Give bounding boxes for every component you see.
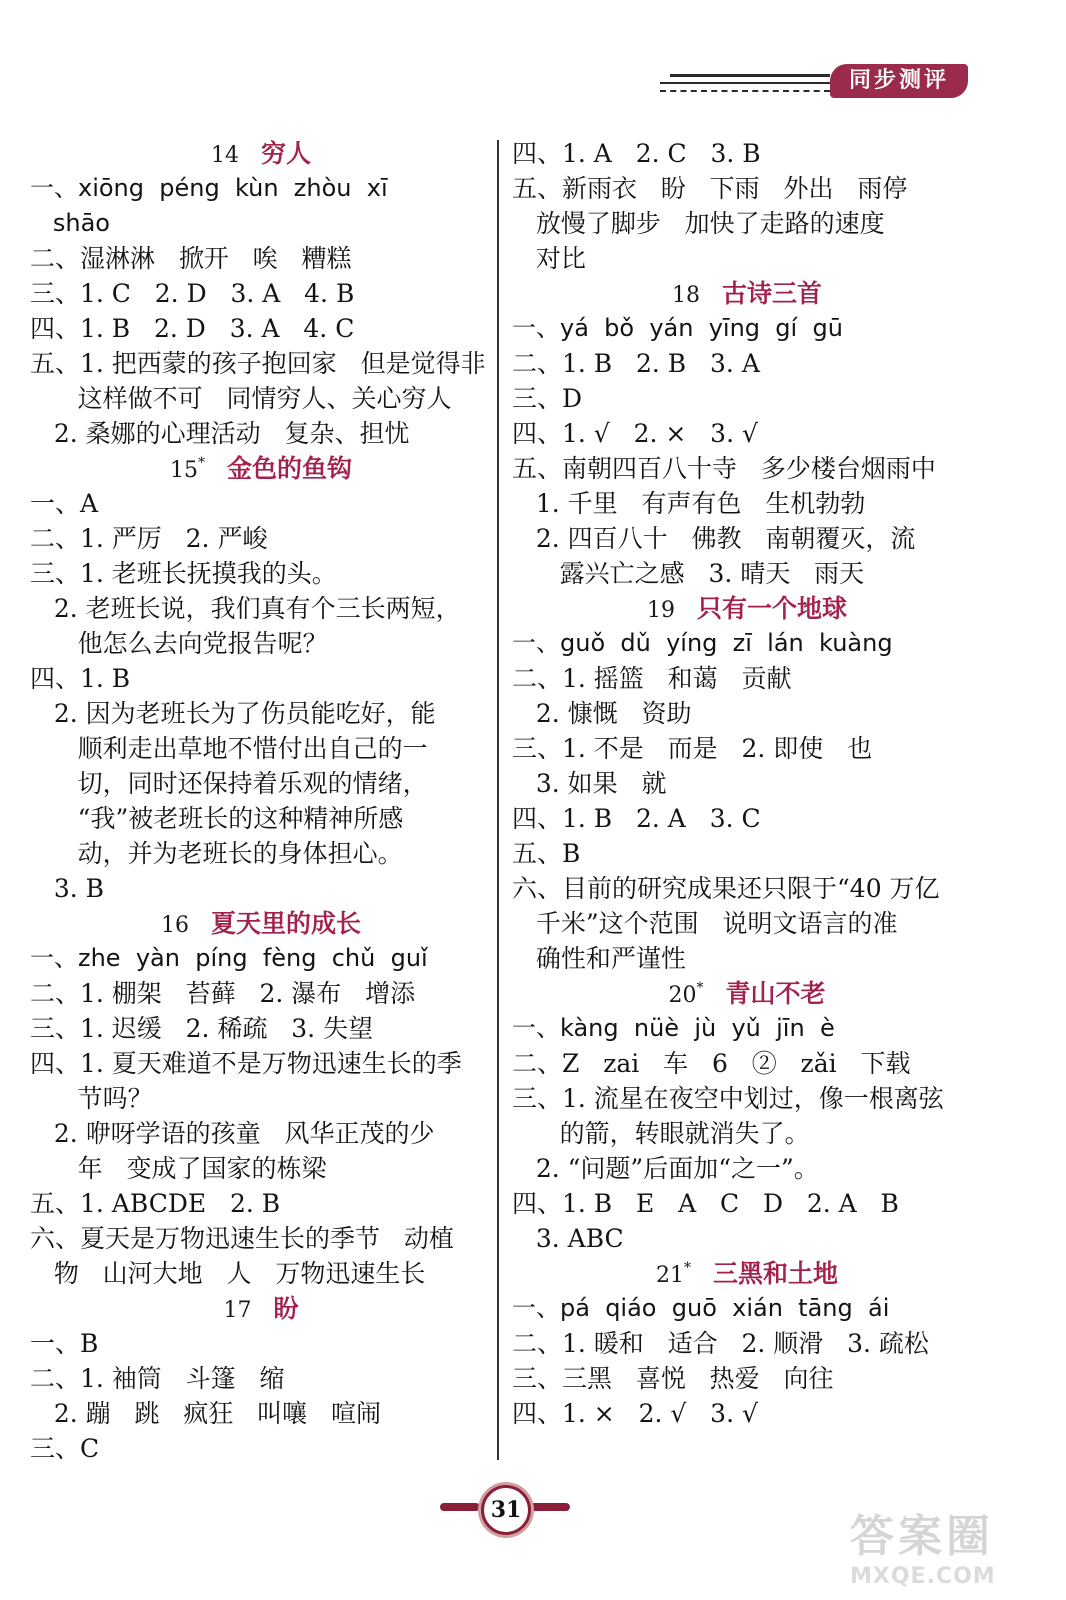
pinyin-answer-line: 一、yá bǒ yán yīng gí gū [512,314,843,342]
lesson-number: 16 [160,913,189,938]
lesson-number: 21 [655,1263,684,1288]
answer-line: 五、新雨衣 盼 下雨 外出 雨停 [512,174,908,203]
lesson-name: 金色的鱼钩 [226,454,352,483]
lesson-number: 19 [646,598,675,623]
optional-lesson-mark: * [197,455,205,471]
footer-ornament-left [440,1503,480,1511]
answer-line: 顺利走出草地不惜付出自己的一 [30,734,428,763]
watermark-logo: 答案圈 [850,1511,994,1562]
answer-line: 四、1. B E A C D 2. A B [512,1189,899,1218]
page-footer [440,1475,570,1535]
answer-line: 三、1. 迟缓 2. 稀疏 3. 失望 [30,1014,374,1043]
answer-line: 三、D [512,384,583,413]
answer-line: 3. B [30,874,105,903]
lesson-title [30,906,492,941]
answer-line: 一、A [30,489,99,518]
lesson-name: 三黑和土地 [712,1259,838,1288]
answer-line: 千米”这个范围 说明文语言的准 [512,909,898,938]
pinyin-answer-line: 一、guǒ dǔ yíng zī lán kuàng [512,629,893,657]
answer-line: 2. 因为老班长为了伤员能吃好，能 [30,699,436,728]
answer-line: 六、目前的研究成果还只限于“40 万亿 [512,874,940,903]
answer-line: 二、1. 摇篮 和蔼 贡献 [512,664,792,693]
answer-line: 四、1. B 2. D 3. A 4. C [30,314,355,343]
answer-line: 1. 千里 有声有色 生机勃勃 [512,489,866,518]
answer-line: 2. “问题”后面加“之一”。 [512,1154,819,1183]
page-header [660,64,980,104]
header-rule [660,82,830,84]
answer-line: 五、1. 把西蒙的孩子抱回家 但是觉得非 [30,349,486,378]
lesson-title [512,976,982,1011]
lesson-title [512,276,982,311]
lesson-number: 17 [223,1298,252,1323]
answer-line: 五、B [512,839,581,868]
lesson-name: 穷人 [260,139,311,168]
answer-line: 二、1. 棚架 苔藓 2. 瀑布 增添 [30,979,416,1008]
answer-line: 四、1. B 2. A 3. C [512,804,761,833]
lesson-name: 盼 [273,1294,299,1323]
answer-line: 2. 桑娜的心理活动 复杂、担忧 [30,419,410,448]
answer-line: 二、湿淋淋 掀开 唉 糟糕 [30,244,352,273]
pinyin-answer-line: 一、pá qiáo guō xián tāng ái [512,1294,890,1322]
answer-line: 五、南朝四百八十寺 多少楼台烟雨中 [512,454,936,483]
lesson-number: 15 [169,458,198,483]
left-column [30,136,492,1466]
lesson-name: 只有一个地球 [696,594,847,623]
pinyin-answer-line: shāo [30,209,110,237]
pinyin-answer-line: 一、kàng nüè jù yǔ jīn è [512,1014,835,1042]
answer-line: 二、1. 袖筒 斗篷 缩 [30,1364,285,1393]
pinyin-answer-line: 一、xiōng péng kùn zhòu xī [30,174,388,202]
answer-line: 对比 [512,244,586,273]
answer-line: 四、1. B [30,664,131,693]
answer-line: 确性和严谨性 [512,944,686,973]
header-badge: 同步测评 [830,64,968,98]
answer-line: 三、三黑 喜悦 热爱 向往 [512,1364,834,1393]
answer-line: 三、1. 流星在夜空中划过，像一根离弦 [512,1084,944,1113]
answer-line: 这样做不可 同情穷人、关心穷人 [30,384,452,413]
answer-line: 二、1. 严厉 2. 严峻 [30,524,268,553]
answer-line: 2. 咿呀学语的孩童 风华正茂的少 [30,1119,435,1148]
answer-line: “我”被老班长的这种精神所感 [30,804,404,833]
answer-line: 四、1. A 2. C 3. B [512,139,761,168]
answer-line: 三、1. 不是 而是 2. 即使 也 [512,734,873,763]
answer-line: 三、C [30,1434,100,1463]
pinyin-answer-line: 一、zhe yàn píng fèng chǔ guǐ [30,944,428,972]
optional-lesson-mark: * [683,1260,691,1276]
answer-line: 四、1. × 2. √ 3. √ [512,1399,758,1428]
answer-line: 一、B [30,1329,99,1358]
header-dashed-rule [660,90,830,92]
answer-line: 年 变成了国家的栋梁 [30,1154,327,1183]
answer-line: 三、1. 老班长抚摸我的头。 [30,559,337,588]
watermark [850,1500,1050,1590]
lesson-title [30,136,492,171]
answer-line: 2. 蹦 跳 疯狂 叫嚷 喧闹 [30,1399,382,1428]
answer-line: 露兴亡之感 3. 晴天 雨天 [512,559,865,588]
answer-line: 2. 慷慨 资助 [512,699,692,728]
answer-line: 3. ABC [512,1224,624,1253]
lesson-number: 20 [668,983,697,1008]
answer-line: 二、Z zai 车 6 ② zǎi 下载 [512,1049,911,1078]
answer-line: 动，并为老班长的身体担心。 [30,839,403,868]
answer-line: 放慢了脚步 加快了走路的速度 [512,209,885,238]
answer-line: 四、1. 夏天难道不是万物迅速生长的季 [30,1049,462,1078]
answer-line: 节吗？ [30,1084,153,1113]
optional-lesson-mark: * [696,980,704,996]
answer-line: 他怎么去向党报告呢？ [30,629,328,658]
answer-line: 二、1. 暖和 适合 2. 顺滑 3. 疏松 [512,1329,929,1358]
answer-line: 切，同时还保持着乐观的情绪， [30,769,428,798]
lesson-number: 18 [671,283,700,308]
lesson-name: 青山不老 [725,979,826,1008]
lesson-title [30,451,492,486]
header-rule [670,74,830,77]
answer-line: 六、夏天是万物迅速生长的季节 动植 [30,1224,454,1253]
right-column [512,136,982,1431]
answer-line: 物 山河大地 人 万物迅速生长 [30,1259,426,1288]
answer-line: 五、1. ABCDE 2. B [30,1189,281,1218]
footer-ornament-right [530,1503,570,1511]
column-divider [497,140,499,1460]
lesson-name: 夏天里的成长 [210,909,361,938]
answer-line: 四、1. √ 2. × 3. √ [512,419,758,448]
answer-line: 二、1. B 2. B 3. A [512,349,760,378]
answer-line: 三、1. C 2. D 3. A 4. B [30,279,355,308]
lesson-title [30,1291,492,1326]
answer-line: 的箭，转眼就消失了。 [512,1119,810,1148]
lesson-title [512,1256,982,1291]
answer-line: 2. 老班长说，我们真有个三长两短， [30,594,461,623]
answer-line: 3. 如果 就 [512,769,667,798]
answer-line: 2. 四百八十 佛教 南朝覆灭，流 [512,524,916,553]
lesson-number: 14 [210,143,239,168]
page-number: 31 [481,1485,531,1535]
watermark-url: MXQE.COM [850,1564,996,1589]
lesson-name: 古诗三首 [721,279,822,308]
lesson-title [512,591,982,626]
